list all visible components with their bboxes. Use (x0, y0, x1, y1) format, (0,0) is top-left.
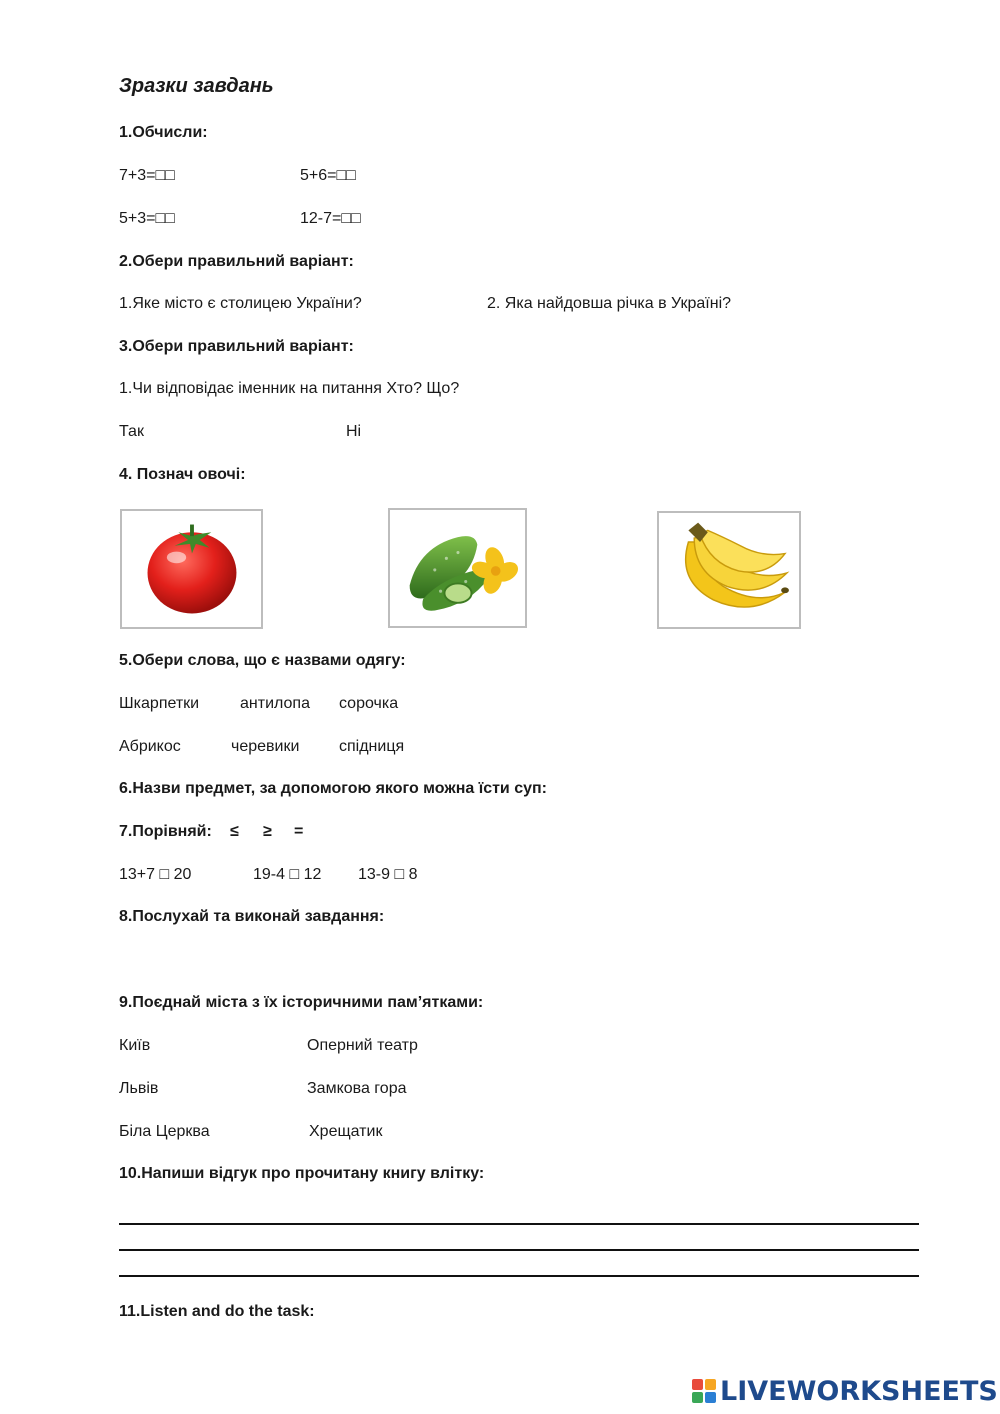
compare-sign: ≥ (263, 823, 272, 840)
task3-option-no[interactable]: Ні (346, 423, 362, 440)
task7-heading: 7.Порівняй: (119, 823, 212, 840)
task5-word[interactable]: черевики (231, 738, 300, 755)
task5-heading: 5.Обери слова, що є назвами одягу: (119, 652, 406, 669)
task9-city[interactable]: Київ (119, 1037, 151, 1054)
cucumber-image[interactable] (388, 508, 527, 628)
task3-option-yes[interactable]: Так (119, 423, 144, 440)
task3-heading: 3.Обери правильний варіант: (119, 338, 354, 355)
task11-heading: 11.Listen and do the task: (119, 1303, 315, 1320)
banana-icon (659, 513, 799, 627)
logo-text: LIVEWORKSHEETS (720, 1375, 998, 1407)
cucumber-icon (390, 510, 525, 626)
tomato-image[interactable] (120, 509, 263, 629)
task9-city[interactable]: Біла Церква (119, 1123, 210, 1140)
task5-word[interactable]: Абрикос (119, 738, 181, 755)
task4-heading: 4. Познач овочі: (119, 466, 246, 483)
task1-expr: 7+3=□□ (119, 167, 175, 184)
liveworksheets-logo (692, 1375, 998, 1407)
task5-word[interactable]: спідниця (339, 738, 405, 755)
task1-expr: 12-7=□□ (300, 210, 361, 227)
answer-line[interactable] (119, 1249, 919, 1251)
task2-question: 2. Яка найдовша річка в Україні? (487, 295, 732, 312)
tomato-icon (122, 511, 261, 627)
logo-mark-icon (692, 1379, 716, 1403)
task9-landmark[interactable]: Замкова гора (307, 1080, 407, 1097)
task9-heading: 9.Поєднай міста з їх історичними пам’ятками: (119, 994, 484, 1011)
task10-heading: 10.Напиши відгук про прочитану книгу влітку: (119, 1165, 485, 1182)
task7-item[interactable]: 13-9 □ 8 (358, 866, 418, 883)
task9-landmark[interactable]: Оперний театр (307, 1037, 418, 1054)
task8-heading: 8.Послухай та виконай завдання: (119, 908, 385, 925)
task7-item[interactable]: 13+7 □ 20 (119, 866, 192, 883)
task2-heading: 2.Обери правильний варіант: (119, 253, 354, 270)
page-title: Зразки завдань (119, 75, 274, 97)
task1-expr: 5+6=□□ (300, 167, 356, 184)
answer-line[interactable] (119, 1275, 919, 1277)
answer-line[interactable] (119, 1223, 919, 1225)
compare-sign: = (294, 823, 304, 840)
banana-image[interactable] (657, 511, 801, 629)
task7-item[interactable]: 19-4 □ 12 (253, 866, 322, 883)
task5-word[interactable]: сорочка (339, 695, 399, 712)
task9-landmark[interactable]: Хрещатик (309, 1123, 383, 1140)
task5-word[interactable]: антилопа (240, 695, 310, 712)
compare-sign: ≤ (230, 823, 239, 840)
task2-question: 1.Яке місто є столицею України? (119, 295, 362, 312)
task1-expr: 5+3=□□ (119, 210, 175, 227)
task1-heading: 1.Обчисли: (119, 124, 208, 141)
task5-word[interactable]: Шкарпетки (119, 695, 200, 712)
task6-heading: 6.Назви предмет, за допомогою якого можна їсти суп: (119, 780, 547, 797)
task9-city[interactable]: Львів (119, 1080, 159, 1097)
task3-question: 1.Чи відповідає іменник на питання Хто? Що? (119, 380, 460, 397)
